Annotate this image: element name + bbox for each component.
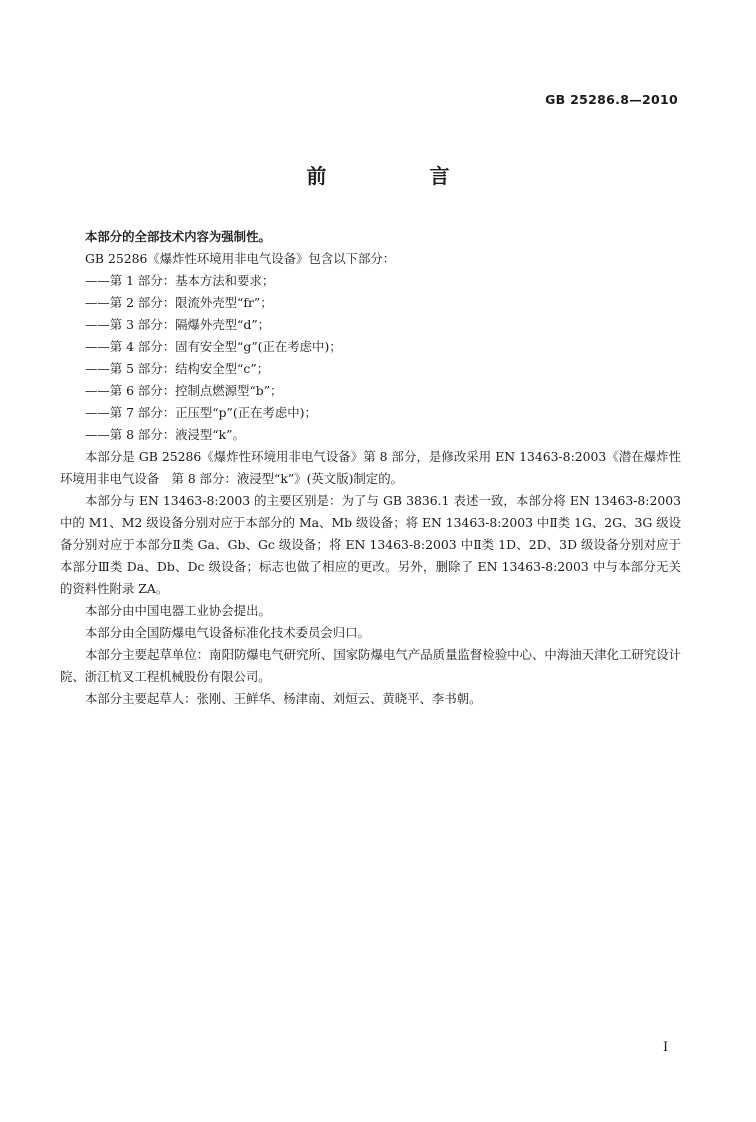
list-item: ——第 8 部分：液浸型“k”。 xyxy=(85,427,245,442)
differences-paragraph: 本部分与 EN 13463-8:2003 的主要区别是：为了与 GB 3836.1 表述一致，本部分将 EN 13463-8:2003 中的 M1、M2 级设备分别对应于本部分的 Ma、Mb 级设备；将 EN 13463-8:2003 中Ⅱ类 1G、2G、3G 级设备分别对应于本部分Ⅱ类 Ga、Gb、Gc 级设备；将 EN 13463-8:2003 中Ⅱ类 1D、2D、3D 级设备分别对应于本部分Ⅲ类 Da、Db、Dc 级设备；标志也做了相应的更改。另外，删除了 EN 13463-8:2003 中与本部分无关的资料性附录 ZA。 xyxy=(60,493,681,596)
list-item: ——第 7 部分：正压型“p”(正在考虑中)； xyxy=(85,405,317,420)
drafters-paragraph: 本部分主要起草人：张刚、王鲜华、杨津南、刘烜云、黄晓平、李书朝。 xyxy=(85,691,482,706)
list-item: ——第 1 部分：基本方法和要求； xyxy=(85,273,275,288)
drafting-units-paragraph: 本部分主要起草单位：南阳防爆电气研究所、国家防爆电气产品质量监督检验中心、中海油天津化工研究设计院、浙江杭叉工程机械股份有限公司。 xyxy=(60,647,681,684)
series-intro: GB 25286《爆炸性环境用非电气设备》包含以下部分： xyxy=(85,251,396,266)
committee-paragraph: 本部分由全国防爆电气设备标准化技术委员会归口。 xyxy=(85,625,370,640)
list-item: ——第 2 部分：限流外壳型“fr”； xyxy=(85,295,273,310)
list-item: ——第 5 部分：结构安全型“c”； xyxy=(85,361,270,376)
list-item: ——第 4 部分：固有安全型“g”(正在考虑中)； xyxy=(85,339,342,354)
list-item: ——第 6 部分：控制点燃源型“b”； xyxy=(85,383,283,398)
foreword-body xyxy=(60,226,681,710)
proposer-paragraph: 本部分由中国电器工业协会提出。 xyxy=(85,603,271,618)
adoption-paragraph: 本部分是 GB 25286《爆炸性环境用非电气设备》第 8 部分，是修改采用 EN 13463-8:2003《潜在爆炸性环境用非电气设备 第 8 部分：液浸型“k”》(英文版)制定的。 xyxy=(60,449,681,486)
page-number: I xyxy=(663,1040,669,1055)
mandatory-statement: 本部分的全部技术内容为强制性。 xyxy=(85,229,271,244)
standard-code: GB 25286.8—2010 xyxy=(545,92,678,107)
page-title: 前 言 xyxy=(306,164,498,188)
list-item: ——第 3 部分：隔爆外壳型“d”； xyxy=(85,317,271,332)
